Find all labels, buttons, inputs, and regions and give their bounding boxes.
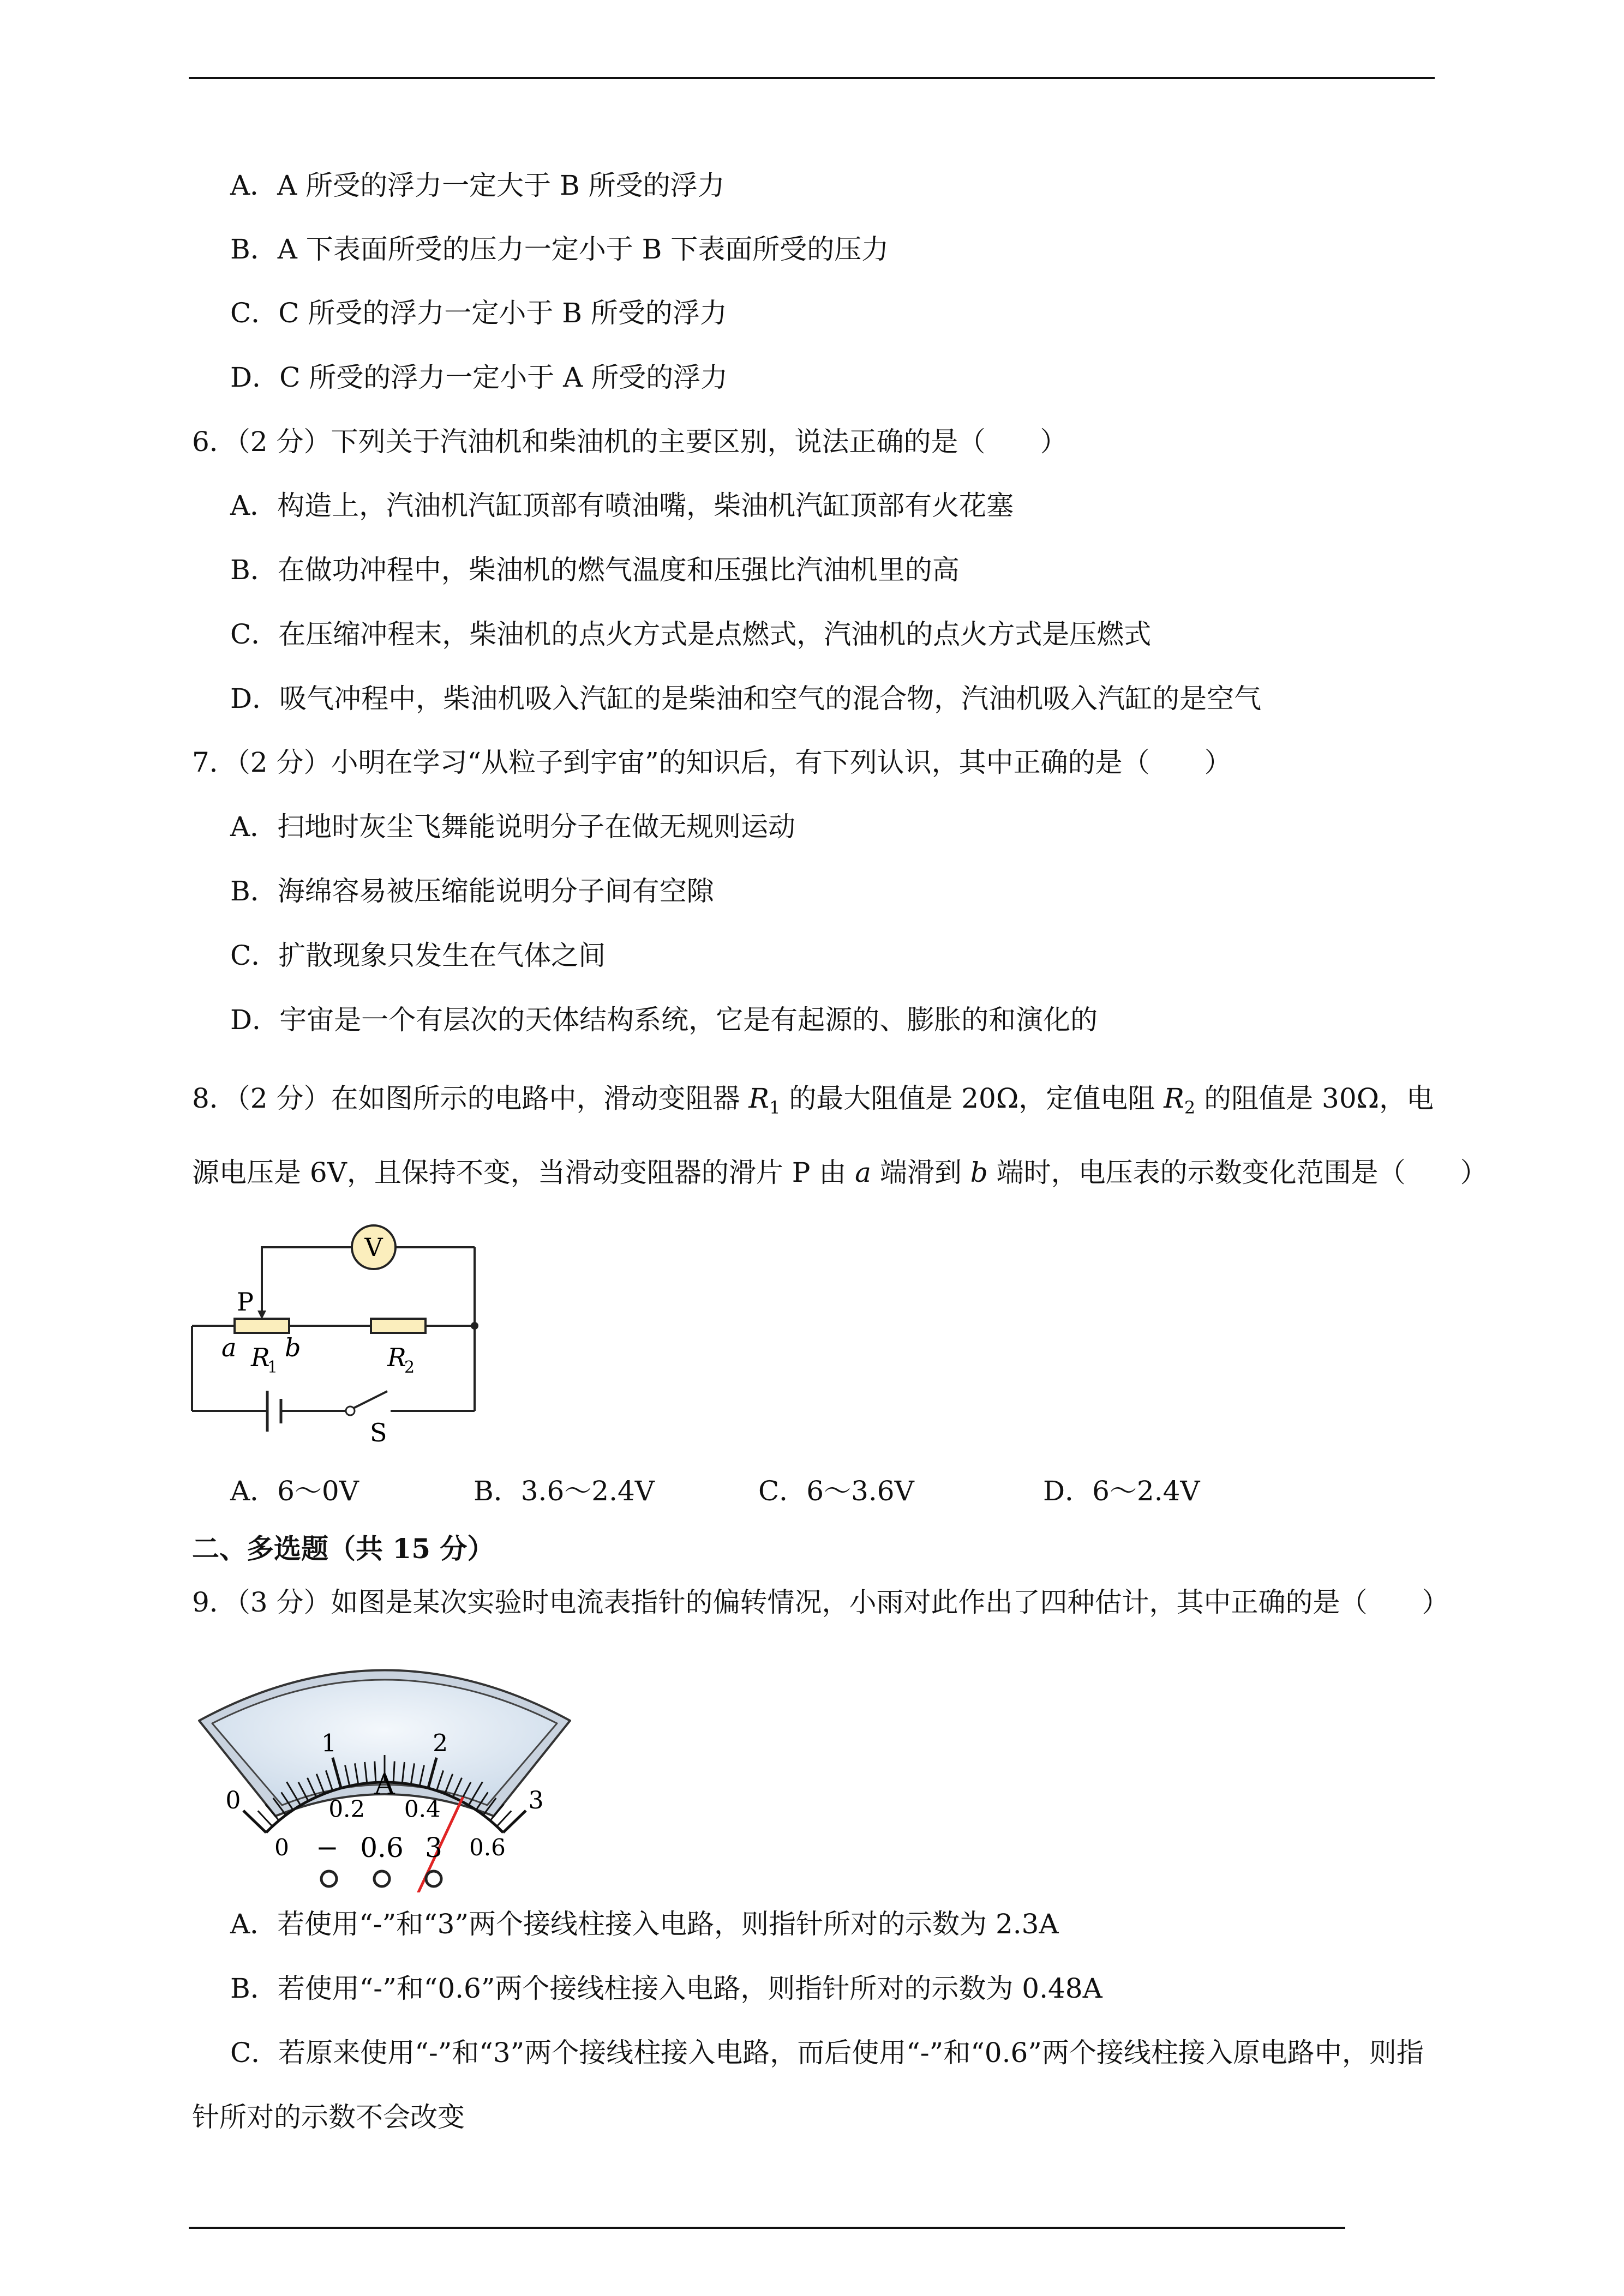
q9-option-c-continuation: 针所对的示数不会改变 [192,2101,465,2133]
q8-stem-line1 [192,1081,1434,1125]
terminal-minus-icon[interactable] [321,1871,337,1886]
resistor-r2-icon [371,1319,426,1333]
resistor-r1-icon [235,1319,289,1333]
junction-dot [471,1322,478,1330]
terminal-06-icon[interactable] [374,1871,389,1886]
q8-option-a[interactable]: A．6～0V [230,1475,359,1507]
q6-option-d[interactable]: D．吸气冲程中，柴油机吸入汽缸的是柴油和空气的混合物，汽油机吸入汽缸的是空气 [230,683,1262,714]
q6-option-a[interactable]: A．构造上，汽油机汽缸顶部有喷油嘴，柴油机汽缸顶部有火花塞 [230,490,1014,521]
q8-stem-line2-b: 端滑到 [871,1157,970,1188]
q8-stem-part3: 的阻值是 30Ω，电 [1195,1083,1434,1114]
q9-option-b[interactable]: B．若使用“-”和“0.6”两个接线柱接入电路，则指针所对的示数为 0.48A [230,1973,1102,2004]
ammeter-unit: A [374,1769,395,1801]
section-title: 二、多选题（共 15 分） [192,1532,495,1565]
upper-scale-label: 1 [321,1729,337,1758]
q6-option-b[interactable]: B．在做功冲程中，柴油机的燃气温度和压强比汽油机里的高 [230,554,960,586]
scale-tick [243,1811,266,1832]
slider-label: P [237,1287,254,1317]
q7-option-a[interactable]: A．扫地时灰尘飞舞能说明分子在做无规则运动 [230,811,796,843]
terminal-minus-label: − [316,1832,339,1864]
q5-option-a[interactable]: A．A 所受的浮力一定大于 B 所受的浮力 [230,170,725,201]
q8-stem-line2-a: 源电压是 6V，且保持不变，当滑动变阻器的滑片 P 由 [192,1157,855,1188]
voltmeter-label: V [364,1233,383,1262]
r1-label: R [251,1343,270,1372]
end-a-label: a [221,1333,237,1362]
r1-subscript: 1 [267,1358,278,1377]
switch-label: S [370,1418,387,1447]
q8-r2-symbol: R [1164,1083,1184,1114]
q9-option-a[interactable]: A．若使用“-”和“3”两个接线柱接入电路，则指针所对的示数为 2.3A [230,1908,1059,1940]
terminal-3-label: 3 [425,1832,442,1864]
q7-stem: 7．（2 分）小明在学习“从粒子到宇宙”的知识后，有下列认识，其中正确的是（ ） [192,747,1232,778]
q8-stem-line2 [192,1155,1488,1190]
q6-stem: 6．（2 分）下列关于汽油机和柴油机的主要区别，说法正确的是（ ） [192,426,1068,458]
q7-option-c[interactable]: C．扩散现象只发生在气体之间 [230,940,606,971]
q8-end-a: a [855,1157,871,1188]
q5-option-c[interactable]: C．C 所受的浮力一定小于 B 所受的浮力 [230,297,727,329]
q8-circuit-diagram [185,1213,491,1464]
upper-scale-label: 3 [528,1786,544,1814]
lower-scale-label: 0 [274,1834,289,1861]
q8-option-d[interactable]: D．6～2.4V [1043,1475,1200,1507]
q5-option-d[interactable]: D．C 所受的浮力一定小于 A 所受的浮力 [230,362,728,393]
scale-tick [497,1811,512,1826]
battery-icon [267,1391,281,1432]
q9-stem: 9．（3 分）如图是某次实验时电流表指针的偏转情况，小雨对此作出了四种估计，其中正确的是（ ） [192,1586,1449,1618]
q7-option-d[interactable]: D．宇宙是一个有层次的天体结构系统，它是有起源的、膨胀的和演化的 [230,1004,1098,1036]
q8-option-c[interactable]: C．6～3.6V [758,1475,914,1507]
footer-rule [189,2227,1345,2229]
q7-option-b[interactable]: B．海绵容易被压缩能说明分子间有空隙 [230,875,714,907]
q5-option-b[interactable]: B．A 下表面所受的压力一定小于 B 下表面所受的压力 [230,233,889,265]
q8-stem-part2: 的最大阻值是 20Ω，定值电阻 [780,1083,1164,1114]
end-b-label: b [285,1333,301,1362]
terminal-3-icon[interactable] [426,1871,441,1886]
scale-tick [503,1811,526,1832]
header-rule [189,77,1435,79]
q8-option-b[interactable]: B．3.6～2.4V [474,1475,655,1507]
upper-scale-label: 0 [225,1786,241,1814]
scale-tick [258,1811,273,1826]
q8-stem-part1: 8．（2 分）在如图所示的电路中，滑动变阻器 [192,1083,749,1114]
q6-option-c[interactable]: C．在压缩冲程末，柴油机的点火方式是点燃式，汽油机的点火方式是压燃式 [230,618,1152,650]
ammeter-terminals [316,1832,442,1886]
terminal-06-label: 0.6 [360,1832,404,1864]
switch-pivot-icon [346,1407,355,1415]
q8-r1-subscript: 1 [769,1097,781,1118]
upper-scale-label: 2 [433,1729,448,1758]
q8-end-b: b [970,1157,988,1188]
r2-subscript: 2 [404,1358,415,1377]
q9-option-c[interactable]: C．若原来使用“-”和“3”两个接线柱接入电路，而后使用“-”和“0.6”两个接线柱接入原电路中，则指 [230,2037,1424,2069]
q9-ammeter-diagram [188,1642,581,1892]
lower-scale-label: 0.2 [328,1795,365,1823]
lower-scale-label: 0.6 [469,1834,506,1861]
q8-stem-line2-c: 端时，电压表的示数变化范围是（ ） [987,1157,1488,1188]
r2-label: R [387,1343,406,1372]
q8-r2-subscript: 2 [1184,1097,1196,1118]
lower-scale-label: 0.4 [404,1795,441,1823]
q8-r1-symbol: R [748,1083,770,1114]
